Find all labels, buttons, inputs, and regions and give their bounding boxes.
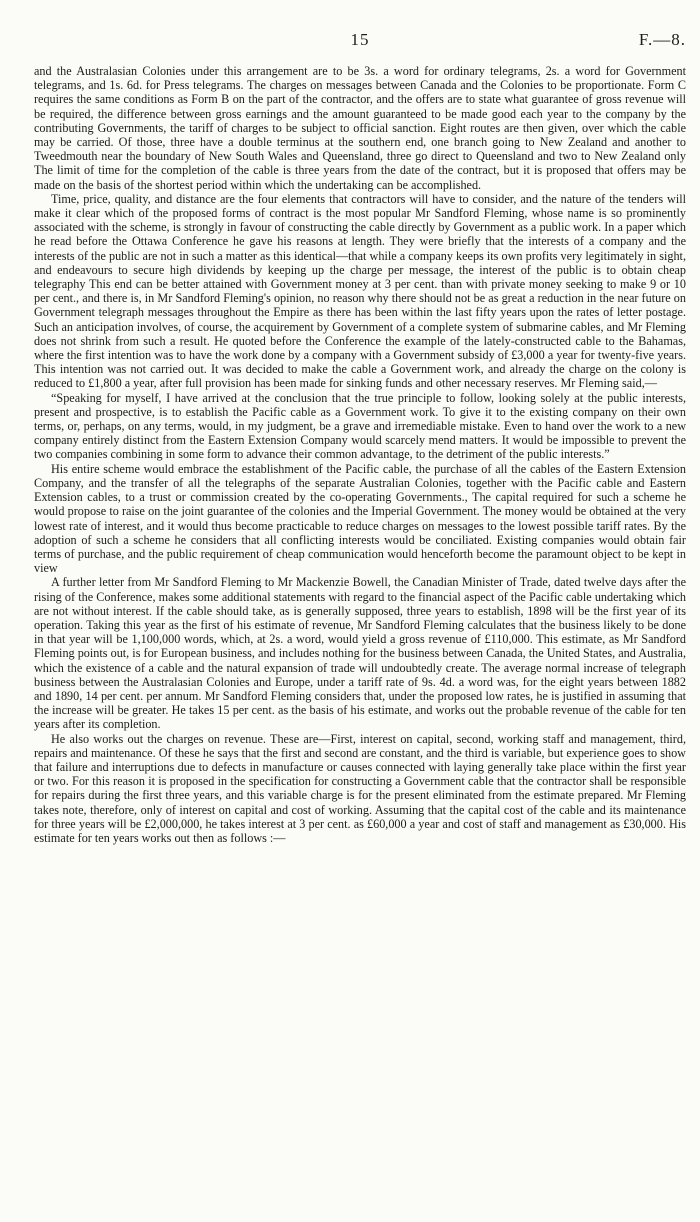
section-code: F.—8. [638, 30, 686, 49]
body-text [34, 64, 686, 845]
paragraph-continued: and the Australasian Colonies under this arrangement are to be 3s. a word for ordinary telegrams, 2s. a word for Government telegrams, and 1s. 6d. for Press telegrams. The charges on messages between Canada and the Colonies to be proportionate. Form C requires the same conditions as Form B on the part of the contractor, and the offers are to state what guarantee of gross revenue will be required, the difference between gross earnings and the amount guaranteed to be made good each year to the company by the contributing Governments, the tariff of charges to be subject to official sanction. Eight routes are then given, over which the cable may be carried. Of those, three have a double terminus at the southern end, one branch going to New Zealand and another to Tweedmouth near the boundary of New South Wales and Queensland, three go direct to Queensland and two to New Zealand only The limit of time for the completion of the cable is three years from the date of the contract, but it is proposed that offers may be made on the basis of the shortest period within which the undertaking can be accomplished. [34, 64, 686, 192]
paragraph-elements-of-tender: Time, price, quality, and distance are the four elements that contractors will have to consider, and the nature of the tenders will make it clear which of the proposed forms of contract is the most popular Mr Sandford Fleming, whose name is so prominently associated with the scheme, is strongly in favour of constructing the cable directly by Government as a public work. In a paper which he read before the Ottawa Conference he gave his reasons at length. They were briefly that the interests of a company and the interests of the public are not in such a matter as this identical—that while a company keeps its own profits very legitimately in sight, and endeavours to secure high dividends by keeping up the charge per message, the interest of the public is to obtain cheap telegraphy This end can be better attained with Government money at 3 per cent. than with private money seeking to make 9 or 10 per cent., and there is, in Mr Sandford Fleming's opinion, no reason why there should not be as great a reduction in the near future on Government telegraph messages throughout the Empire as there has been within the last fifty years upon the rates of letter postage. Such an anticipation involves, of course, the acquirement by Government of a complete system of submarine cables, and Mr Fleming does not shrink from such a result. He quoted before the Conference the example of the lately-constructed cable to the Bahamas, where the first intention was to have the work done by a company with a Government subsidy of £3,000 a year for twenty-five years. This intention was not carried out. It was decided to make the cable a Government work, and already the charge on the colony is reduced to £1,800 a year, after full provision has been made for sinking funds and other necessary reserves. Mr Fleming said,— [34, 191, 686, 391]
paragraph-charges-on-revenue: He also works out the charges on revenue. These are—First, interest on capital, second, working staff and management, third, repairs and maintenance. Of these he says that the first and second are constant, and the third is variable, but experience goes to show that failure and interruptions due to defects in manufacture or causes connected with laying generally take place within the first year or two. For this reason it is proposed in the specification for constructing a Government cable that the contractor shall be responsible for repairs during the first three years, and this variable charge is for the present eliminated from the estimate prepared. Mr Fleming takes note, therefore, only of interest on capital and cost of working. Assuming that the capital cost of the cable and its maintenance for three years will be £2,000,000, he takes interest at 3 per cent. as £60,000 a year and cost of staff and management as £30,000. His estimate for ten years works out then as follows :— [34, 731, 686, 845]
paragraph-entire-scheme: His entire scheme would embrace the establishment of the Pacific cable, the purchase of all the cables of the Eastern Extension Company, and the transfer of all the telegraphs of the separate Australian Colonies, together with the Pacific cable and Eastern Extension cables, to a trust or commission created by the co-operating Governments., The capital required for such a scheme he would propose to raise on the joint guarantee of the colonies and the Imperial Government. The money would be obtained at the very lowest rate of interest, and it would thus become practicable to reduce charges on messages to the lowest possible tariff rates. By the adoption of such a scheme he considers that all conflicting interests would be conciliated. Existing companies would obtain fair terms of purchase, and the public requirement of cheap communication would henceforth become the paramount object to be kept in view [34, 461, 686, 576]
paragraph-fleming-quote: “Speaking for myself, I have arrived at the conclusion that the true principle to follow, looking solely at the public interests, present and prospective, is to establish the Pacific cable as a Government work. To give it to the existing company on their own terms, or, perhaps, on any terms, would, in my judgment, be a grave and irremediable mistake. Even to hand over the work to a new company entirely distinct from the Eastern Extension Company would scarcely mend matters. It would be impossible to prevent the two companies combining in some form to advance their common advantage, to the detriment of the public interests.” [34, 390, 686, 462]
page-number: 15 [350, 30, 370, 49]
page-header [34, 30, 686, 50]
paragraph-further-letter: A further letter from Mr Sandford Fleming to Mr Mackenzie Bowell, the Canadian Minister of Trade, dated twelve days after the rising of the Conference, makes some additional statements with regard to the financial aspect of the Pacific cable undertaking which are not without interest. If the cable should take, as is generally supposed, three years to establish, 1898 will be the first year of its operation. Taking this year as the first of his estimate of revenue, Mr Sandford Fleming calculates that the business likely to be done in that year will be 1,100,000 words, which, at 2s. a word, would yield a gross revenue of £110,000. This estimate, as Mr Sandford Fleming points out, is for European business, and includes nothing for the business between Canada, the United States, and Australia, which the existence of a cable and the natural expansion of trade will undoubtedly create. The average normal increase of telegraph business between the Australasian Colonies and Europe, under a tariff rate of 9s. 4d. a word was, for the eight years between 1882 and 1890, 14 per cent. per annum. Mr Sandford Fleming considers that, under the proposed low rates, he is justified in assuming that the increase will be greater. He takes 15 per cent. as the basis of his estimate, and works out the probable revenue of the cable for ten years after its completion. [34, 575, 686, 732]
